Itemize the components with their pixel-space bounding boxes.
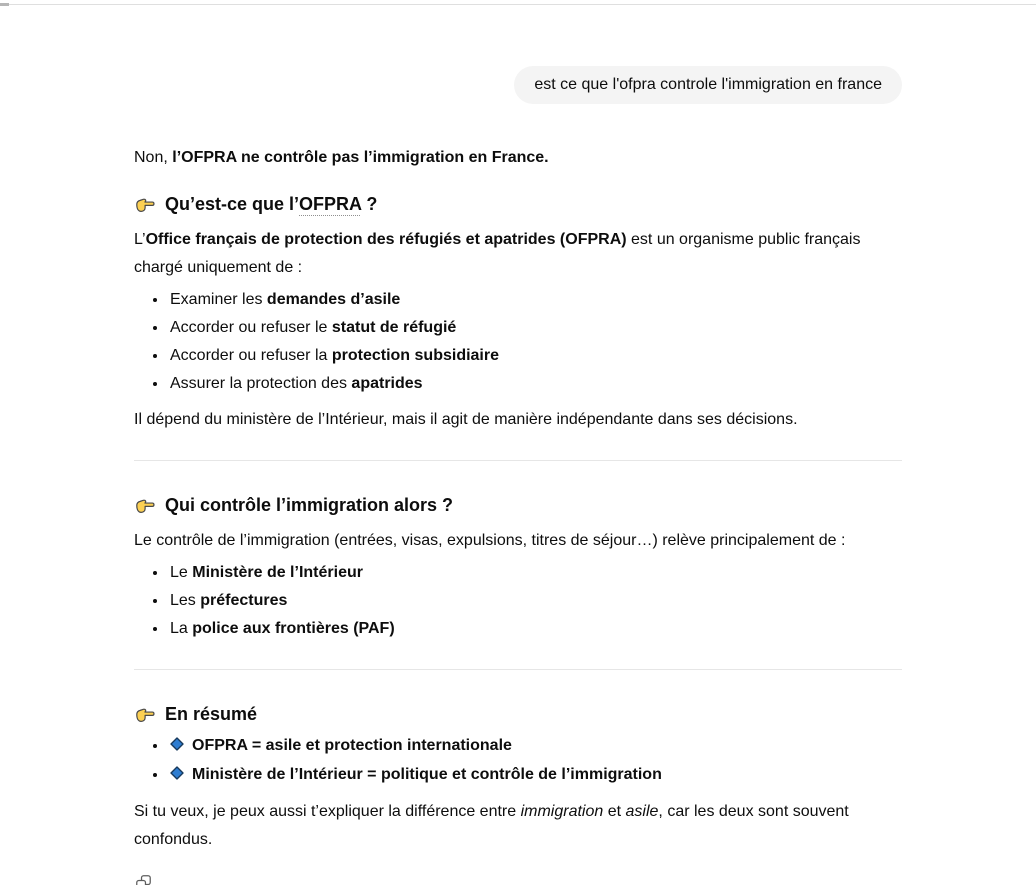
list-item: • La police aux frontières (PAF): [168, 615, 902, 643]
section2-bullet-list: [134, 559, 902, 643]
section2-heading-text: Qui contrôle l’immigration alors ?: [165, 495, 454, 515]
pointing-right-icon: [134, 497, 155, 514]
header-bottom-border: [0, 4, 1036, 5]
outro-paragraph: Si tu veux, je peux aussi t’expliquer la différence entre immigration et asile, car les deux sont souvent confondus.: [134, 803, 849, 848]
chat-thread: [134, 0, 902, 885]
copy-button[interactable]: [131, 870, 156, 885]
summary-bullet-list: [134, 732, 902, 790]
section1-note-paragraph: Il dépend du ministère de l’Intérieur, mais il agit de manière indépendante dans ses décisions.: [134, 411, 798, 428]
list-item: • Examiner les demandes d’asile: [168, 286, 902, 314]
list-item: • Le Ministère de l’Intérieur: [168, 559, 902, 587]
blue-diamond-icon: [170, 762, 184, 790]
section1-bullet-list: [134, 286, 902, 398]
blue-diamond-icon: [170, 733, 184, 761]
pointing-right-icon: [134, 196, 155, 213]
assistant-message: [134, 144, 902, 885]
section2-heading: [134, 491, 902, 519]
intro-paragraph: [134, 144, 902, 172]
section1-heading-text: Qu’est-ce que l’OFPRA ?: [165, 194, 378, 214]
user-message-bubble: [514, 66, 902, 104]
section1-heading: [134, 190, 902, 218]
section2-lead-paragraph: Le contrôle de l’immigration (entrées, visas, expulsions, titres de séjour…) relève principalement de :: [134, 532, 846, 549]
message-action-bar: [134, 870, 902, 885]
user-message-text: est ce que l'ofpra controle l'immigration en france: [534, 76, 882, 93]
list-item: • Accorder ou refuser le statut de réfugié: [168, 314, 902, 342]
section-divider: [134, 669, 902, 670]
section-divider: [134, 460, 902, 461]
intro-bold-text: l’OFPRA ne contrôle pas l’immigration en France.: [172, 149, 549, 166]
ofpra-definition-term[interactable]: OFPRA: [299, 194, 362, 214]
section1-lead-paragraph: L’Office français de protection des réfugiés et apatrides (OFPRA) est un organisme public français chargé uniquement de :: [134, 231, 861, 276]
list-item: • Les préfectures: [168, 587, 902, 615]
list-item: • Assurer la protection des apatrides: [168, 370, 902, 398]
intro-text: Non,: [134, 149, 173, 166]
user-message-row: [134, 66, 902, 104]
header-border-edge: [0, 3, 9, 6]
section3-heading: [134, 700, 902, 728]
list-item: • Ministère de l’Intérieur = politique et contrôle de l’immigration: [168, 761, 902, 790]
copy-icon: [134, 873, 153, 885]
list-item: • Accorder ou refuser la protection subsidiaire: [168, 342, 902, 370]
pointing-right-icon: [134, 706, 155, 723]
list-item: • OFPRA = asile et protection internationale: [168, 732, 902, 761]
section3-heading-text: En résumé: [165, 704, 258, 724]
